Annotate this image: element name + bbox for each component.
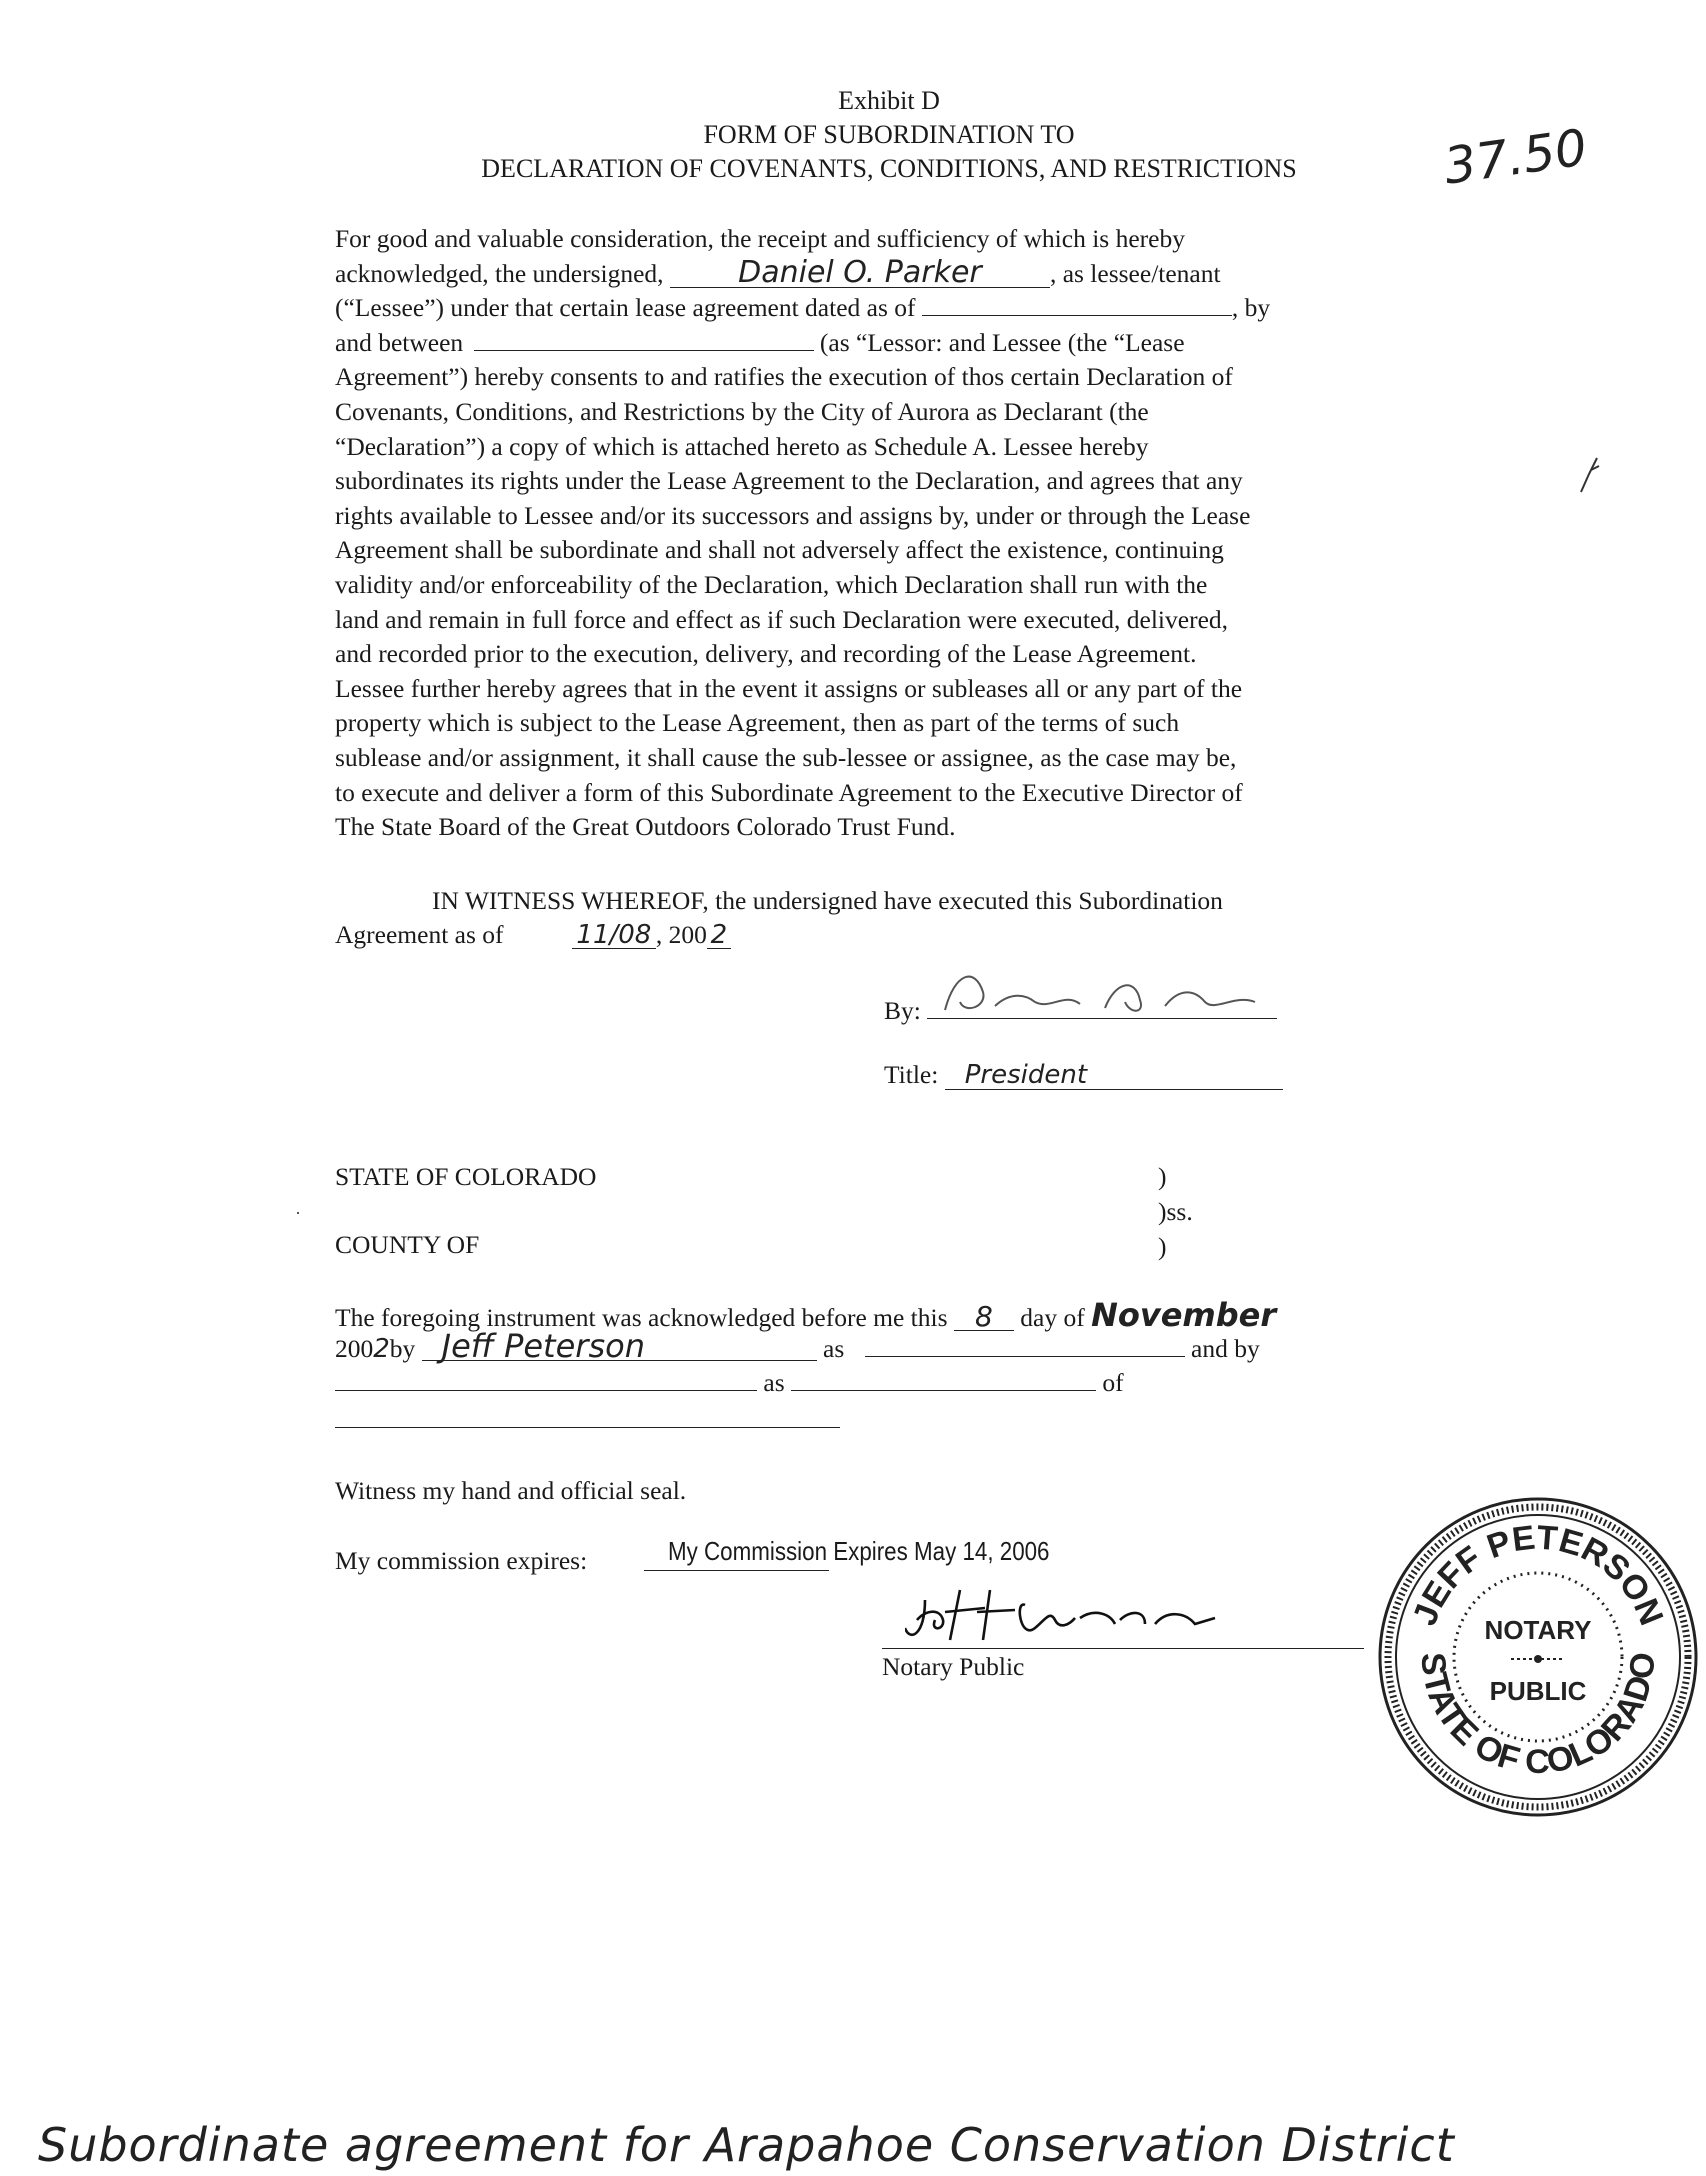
paragraph-line: and recorded prior to the execution, delivery, and recording of the Lease Agreement.	[335, 639, 1197, 669]
ack-and-by: and by	[1191, 1334, 1260, 1363]
paragraph-text: acknowledged, the undersigned,	[335, 258, 664, 288]
exhibit-label: Exhibit D	[838, 86, 940, 115]
paragraph-line: land and remain in full force and effect as if such Declaration were executed, delivered,	[335, 604, 1229, 634]
lessee-name-signature: Daniel O. Parker	[670, 259, 1050, 288]
county-line: COUNTY OF	[335, 1230, 480, 1259]
title-label: Title:	[884, 1060, 939, 1089]
ack-capacity-blank	[865, 1332, 1185, 1357]
stray-mark	[1575, 452, 1605, 497]
ack-month-hand: November	[1091, 1296, 1277, 1334]
by-label: By:	[884, 996, 921, 1025]
stray-dot	[297, 1212, 299, 1214]
paragraph-line: Agreement shall be subordinate and shall not adversely affect the existence, continuing	[335, 535, 1224, 565]
ack-capacity-blank-2	[791, 1366, 1096, 1391]
venue-ss: )ss.	[1158, 1197, 1193, 1226]
witness-seal-line: Witness my hand and official seal.	[335, 1476, 687, 1505]
form-title: FORM OF SUBORDINATION TO	[703, 120, 1075, 149]
ack-day-of: day of	[1020, 1303, 1085, 1332]
paragraph-line: The State Board of the Great Outdoors Colorado Trust Fund.	[335, 812, 956, 842]
paragraph-line	[335, 326, 1270, 361]
agreement-year-prefix: , 200	[655, 920, 707, 949]
ack-year-hand: 2	[373, 1334, 390, 1364]
signature-title-line	[884, 1058, 1283, 1093]
witness-clause: IN WITNESS WHEREOF, the undersigned have executed this Subordination	[432, 886, 1223, 915]
paragraph-text: and between	[335, 327, 464, 357]
ack-as-2: as	[763, 1368, 785, 1397]
notary-signature	[905, 1580, 1275, 1650]
paragraph-line: Lessee further hereby agrees that in the event it assigns or subleases all or any part of the	[335, 673, 1243, 703]
paragraph-line	[335, 291, 1270, 326]
lessor-blank	[474, 326, 814, 351]
state-line: STATE OF COLORADO	[335, 1162, 597, 1191]
lease-date-blank	[922, 291, 1232, 316]
paragraph-line	[335, 254, 1270, 292]
paragraph-line: to execute and deliver a form of this Subordinate Agreement to the Executive Director of	[335, 777, 1243, 807]
ack-name-blank-2	[335, 1366, 757, 1391]
paragraph-line: subordinates its rights under the Lease Agreement to the Declaration, and agrees that any	[335, 466, 1243, 496]
paragraph-line: For good and valuable consideration, the receipt and sufficiency of which is hereby	[335, 224, 1185, 253]
ack-text: The foregoing instrument was acknowledged before me this	[335, 1303, 948, 1332]
acknowledgment-line-2	[335, 1327, 1260, 1367]
ack-of: of	[1102, 1368, 1124, 1397]
paragraph-text: , as lessee/tenant	[1049, 258, 1221, 288]
ack-entity-blank	[335, 1427, 840, 1428]
acknowledgment-line-3	[335, 1366, 1124, 1401]
seal-center-notary: NOTARY	[1484, 1615, 1592, 1645]
paragraph-text: (“Lessee”) under that certain lease agreement dated as of	[335, 293, 916, 323]
agreement-date-hand: 11/08	[572, 922, 656, 949]
paragraph-line: rights available to Lessee and/or its successors and assigns by, under or through the Lease	[335, 500, 1251, 530]
paragraph-line: Agreement”) hereby consents to and ratifies the execution of thos certain Declaration of	[335, 362, 1233, 392]
paragraph-line: sublease and/or assignment, it shall cause the sub-lessee or assignee, as the case may be,	[335, 742, 1237, 772]
ack-by: by	[389, 1334, 416, 1363]
seal-center-public: PUBLIC	[1489, 1676, 1587, 1706]
ack-as-1: as	[823, 1334, 845, 1363]
consent-paragraph	[335, 222, 1270, 845]
paragraph-line: “Declaration”) a copy of which is attached hereto as Schedule A. Lessee hereby	[335, 431, 1149, 461]
notary-public-label: Notary Public	[882, 1652, 1025, 1681]
ack-day-hand: 8	[954, 1304, 1014, 1331]
commission-underline	[644, 1570, 829, 1571]
paragraph-line: property which is subject to the Lease Agreement, then as part of the terms of such	[335, 708, 1180, 738]
commission-label: My commission expires:	[335, 1546, 588, 1575]
paragraph-text: , by	[1231, 293, 1271, 323]
margin-note: 37.50	[1440, 118, 1591, 196]
paragraph-line: Covenants, Conditions, and Restrictions by the City of Aurora as Declarant (the	[335, 396, 1149, 426]
venue-paren-1: )	[1158, 1162, 1167, 1191]
seal-top-text: JEFF PETERSON	[1405, 1518, 1671, 1631]
notary-signature-line	[882, 1648, 1364, 1649]
agreement-date-line	[335, 918, 731, 953]
footer-handwritten-note: Subordinate agreement for Arapahoe Conservation District	[38, 2118, 1455, 2172]
seal-bottom-text: STATE OF COLORADO	[1413, 1650, 1663, 1782]
ack-name-hand: Jeff Peterson	[422, 1332, 817, 1361]
paragraph-text: (as “Lessor: and Lessee (the “Lease	[819, 327, 1185, 357]
title-hand: President	[945, 1061, 1283, 1090]
president-signature	[935, 962, 1295, 1022]
paragraph-line: validity and/or enforceability of the Declaration, which Declaration shall run with the	[335, 569, 1208, 599]
commission-line	[335, 1544, 587, 1579]
ack-year-prefix: 200	[335, 1334, 374, 1363]
venue-paren-2: )	[1158, 1232, 1167, 1261]
notary-seal	[1375, 1494, 1701, 1820]
agreement-date-label: Agreement as of	[335, 920, 504, 949]
commission-stamp: My Commission Expires May 14, 2006	[668, 1536, 1050, 1566]
agreement-year-hand: 2	[707, 922, 731, 949]
declaration-title: DECLARATION OF COVENANTS, CONDITIONS, AND RESTRICTIONS	[481, 154, 1297, 183]
